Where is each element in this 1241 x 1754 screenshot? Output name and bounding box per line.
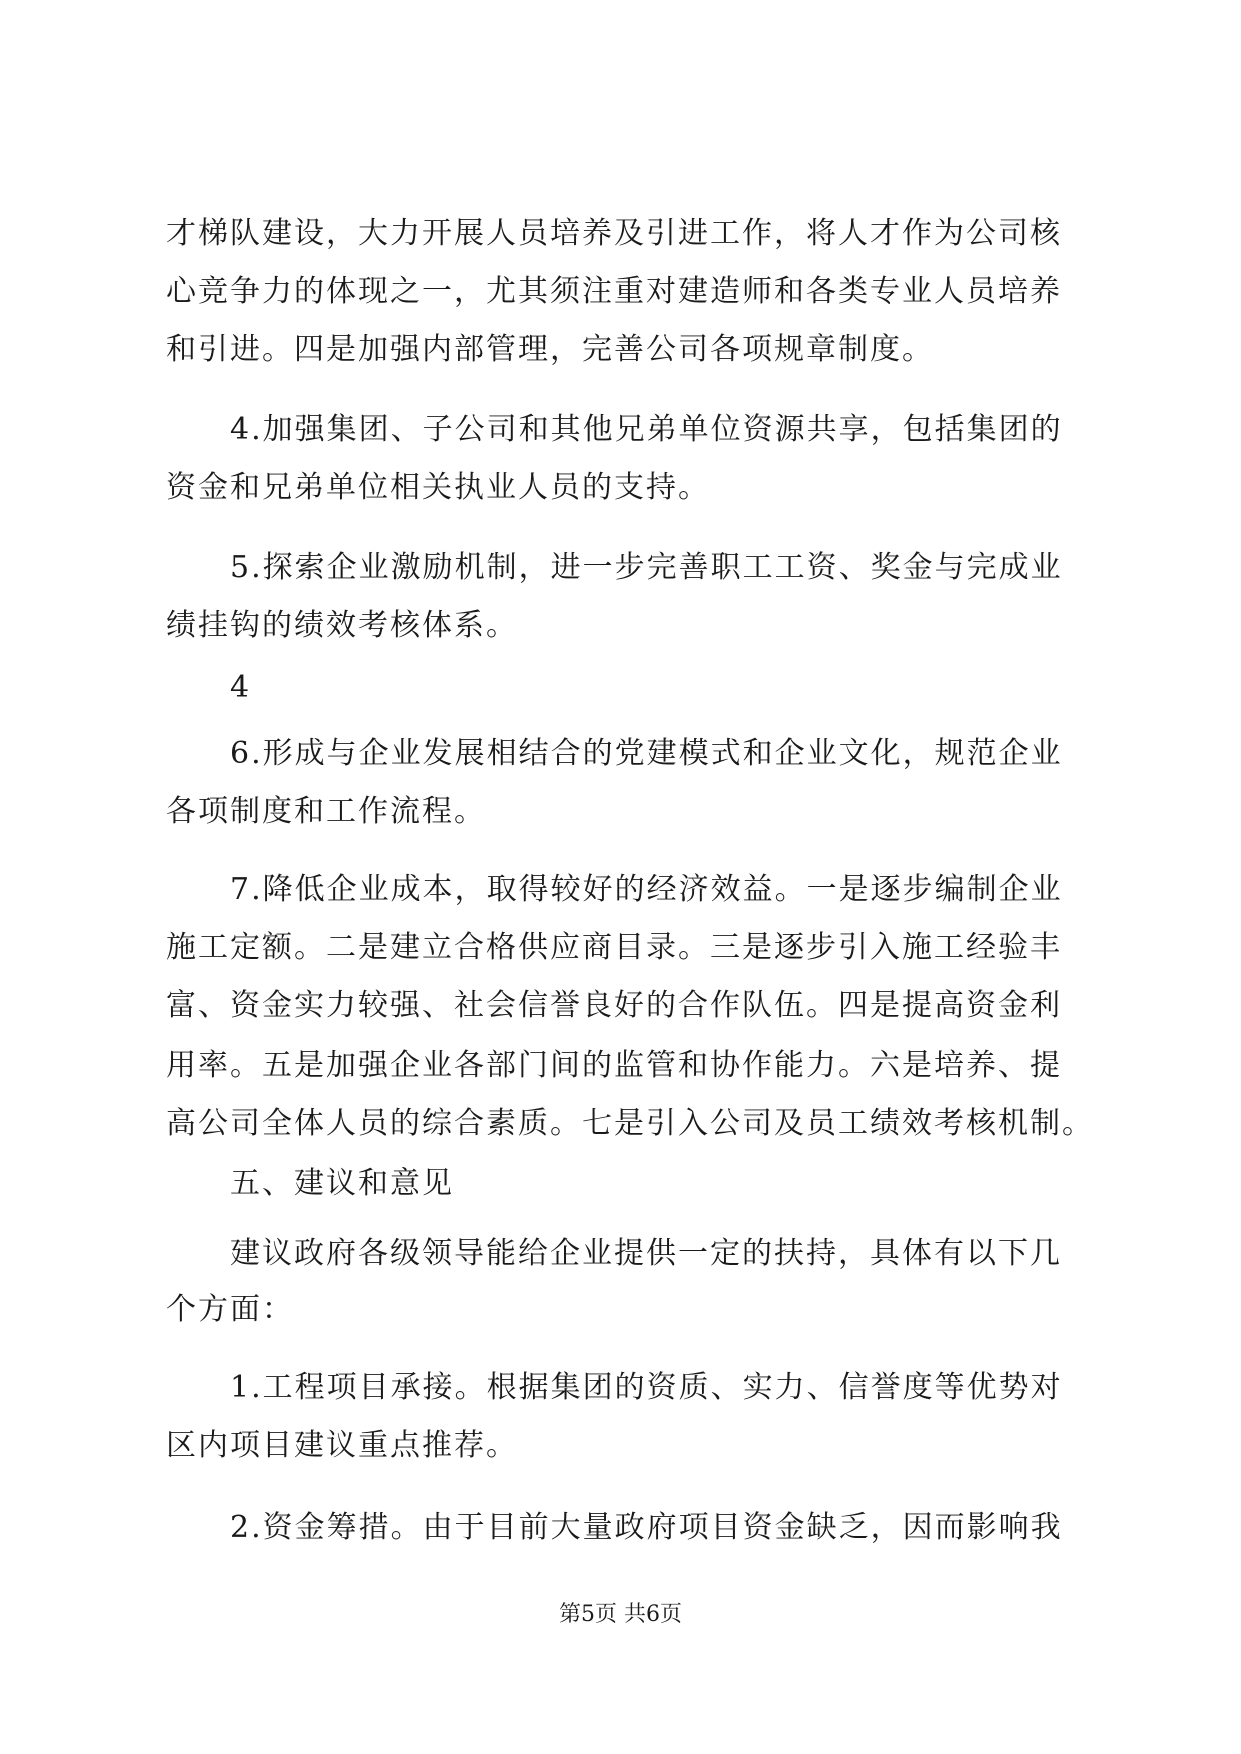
text-line: 绩挂钩的绩效考核体系。 xyxy=(166,608,518,643)
text-line: 才梯队建设，大力开展人员培养及引进工作，将人才作为公司核 xyxy=(166,216,1062,251)
text-line: 2.资金筹措。由于目前大量政府项目资金缺乏，因而影响我 xyxy=(230,1510,1063,1545)
section-heading: 五、建议和意见 xyxy=(230,1166,454,1201)
text-line: 6.形成与企业发展相结合的党建模式和企业文化，规范企业 xyxy=(230,736,1063,771)
text-line: 区内项目建议重点推荐。 xyxy=(166,1428,518,1463)
text-line: 用率。五是加强企业各部门间的监管和协作能力。六是培养、提 xyxy=(166,1048,1062,1083)
text-line: 建议政府各级领导能给企业提供一定的扶持，具体有以下几 xyxy=(230,1236,1062,1271)
text-line: 7.降低企业成本，取得较好的经济效益。一是逐步编制企业 xyxy=(230,872,1063,907)
text-line: 和引进。四是加强内部管理，完善公司各项规章制度。 xyxy=(166,332,934,367)
text-line: 1.工程项目承接。根据集团的资质、实力、信誉度等优势对 xyxy=(230,1370,1063,1405)
text-line: 富、资金实力较强、社会信誉良好的合作队伍。四是提高资金利 xyxy=(166,988,1062,1023)
page-footer: 第5页 共6页 xyxy=(559,1602,682,1627)
text-line: 资金和兄弟单位相关执业人员的支持。 xyxy=(166,470,710,505)
text-line: 个方面： xyxy=(166,1292,294,1327)
page-number-marker: 4 xyxy=(230,670,252,705)
text-line: 高公司全体人员的综合素质。七是引入公司及员工绩效考核机制。 xyxy=(166,1106,1094,1141)
text-line: 各项制度和工作流程。 xyxy=(166,794,486,829)
text-line: 4.加强集团、子公司和其他兄弟单位资源共享，包括集团的 xyxy=(230,412,1063,447)
text-line: 5.探索企业激励机制，进一步完善职工工资、奖金与完成业 xyxy=(230,550,1063,585)
text-line: 施工定额。二是建立合格供应商目录。三是逐步引入施工经验丰 xyxy=(166,930,1062,965)
text-line: 心竞争力的体现之一，尤其须注重对建造师和各类专业人员培养 xyxy=(166,274,1062,309)
